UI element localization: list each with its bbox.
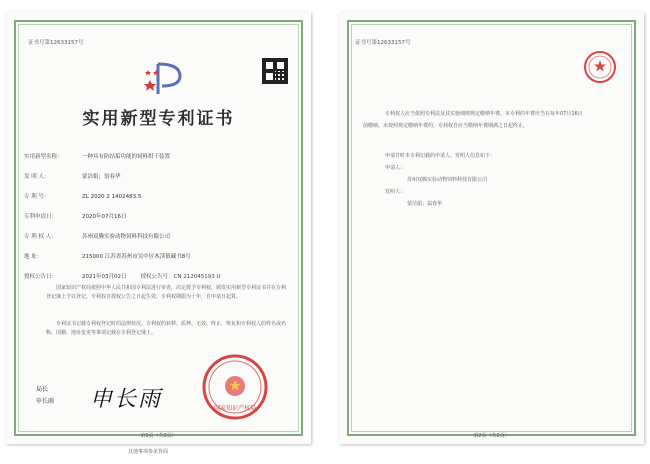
legal-paragraph-1: 国家知识产权局依照中华人民共和国专利法进行审查，决定授予专利权，颁发实用新型专利证书并在专利登记簿上予以登记。专利权自授权公告之日起生效。专利权期限为十年，自申请日起算。: [46, 285, 287, 300]
official-seal-icon: [200, 352, 270, 422]
certificate-page-2: [339, 12, 644, 444]
inventor-label: 发明人：: [385, 189, 406, 195]
field-patentee: 专 利 权 人： 苏州双腾实验动物饲料科技有限公司: [24, 234, 171, 240]
applicant-name: 苏州双腾实验动物饲料科技有限公司: [407, 177, 488, 183]
field-address: 地 址： 215000 江苏省苏州市吴中区木渎镇藏书8号: [24, 254, 191, 260]
field-inventor: 发 明 人： 蒙洁娟；翁春华: [24, 174, 121, 180]
fee-paragraph-line-1: 专利权人应当依照专利法及其实施细则规定缴纳年费。本专利的年费应当在每年07月16日: [385, 111, 583, 117]
page-number: 第1页（共2页）: [140, 433, 177, 439]
signer-title: 局长: [36, 386, 49, 393]
field-grant-date: 授权公告日： 2021年03月02日 授权公告号：CN 212045193 U: [24, 274, 221, 280]
fee-paragraph-line-2: 前缴纳。未按照规定缴纳年费的，专利权自应当缴纳年费期满之日起终止。: [363, 123, 529, 129]
legal-paragraph-2: 专利证书记载专利权登记时的法律状况。专利权的转移、质押、无效、终止、恢复和专利权人的姓名或名称、国籍、地址变更等事项记载在专利登记簿上。: [46, 321, 287, 336]
director-signature: 申长雨: [90, 387, 163, 412]
certificate-page-1: [6, 12, 311, 444]
cnipa-logo-icon: [144, 60, 186, 98]
page-number: 第2页（共2页）: [473, 433, 510, 439]
certificate-number: 证书号第12633157号: [28, 40, 84, 46]
certificate-title: 实用新型专利证书: [82, 109, 235, 129]
inventor-names: 蒙洁娟；翁春华: [407, 201, 443, 207]
official-seal-icon: [583, 50, 617, 84]
field-utility-name: 实用新型名称： 一种具有防结垢功能的饲料烘干装置: [24, 154, 171, 160]
svg-text:国家知识产权局: 国家知识产权局: [213, 405, 257, 412]
field-patent-no: 专 利 号： ZL 2020 2 1402483.5: [24, 194, 142, 200]
field-application-date: 专利申请日： 2020年07月16日: [24, 214, 127, 220]
certificate-number: 证书号第12633157号: [355, 40, 411, 46]
qr-code-icon: [262, 58, 288, 84]
signer-name: 申长雨: [36, 398, 55, 405]
applicant-label: 申请人：: [385, 165, 406, 171]
applicant-info-heading: 申请日时本专利记载的申请人、发明人信息如下：: [385, 153, 496, 159]
footnote: 其他事项参见背面: [128, 449, 169, 455]
